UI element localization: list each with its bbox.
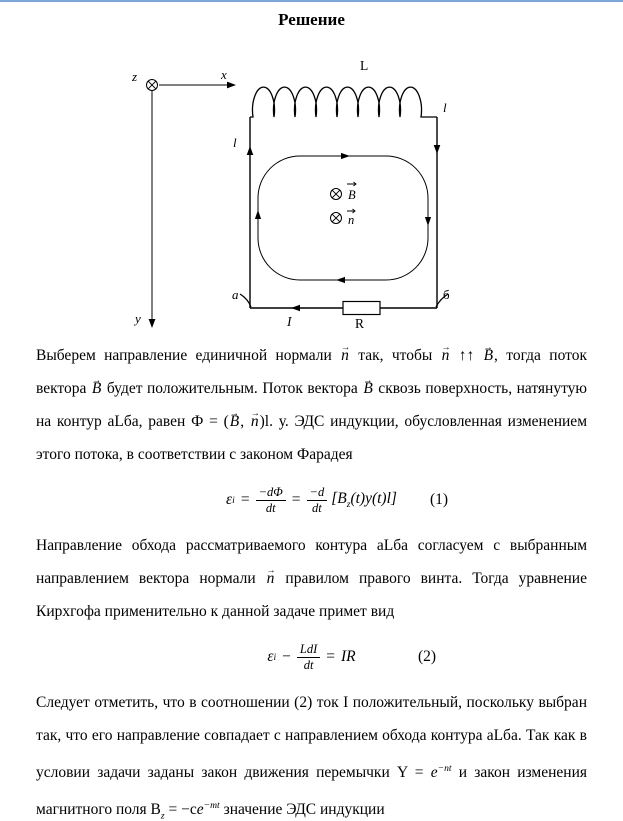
contour-arrow-left	[255, 210, 261, 219]
contour-arrow-bottom	[336, 277, 345, 283]
text-run: значение ЭДС индукции	[219, 801, 385, 819]
x-axis-arrowhead	[227, 82, 236, 89]
euler-e: e	[430, 764, 438, 782]
x-axis-label: x	[221, 67, 227, 82]
contour-arrow-top	[341, 153, 350, 159]
resistor	[343, 302, 380, 315]
coordinate-axes	[147, 80, 237, 329]
vector-b: B →	[483, 339, 494, 372]
denominator: dt	[312, 500, 322, 515]
equation-number-2: (2)	[418, 648, 437, 665]
denominator: dt	[303, 657, 314, 672]
equation-number-1: (1)	[430, 491, 449, 508]
vector-n: n →	[266, 562, 276, 595]
contour-arrow-right	[425, 217, 431, 226]
right-rail-label: l	[443, 100, 447, 115]
equals-sign: =	[326, 648, 335, 665]
vector-n: n →	[340, 339, 350, 372]
z-axis-into-page-icon	[147, 80, 158, 91]
inductor-label: L	[360, 58, 369, 73]
equals-sign: =	[240, 491, 250, 508]
text-run: сквозь поверхность, натянутую на контур аLба, равен Ф = (	[36, 380, 587, 430]
b-vector-arrow	[347, 182, 356, 186]
text-run: [B	[331, 489, 347, 507]
contour-path	[258, 156, 428, 280]
paragraph-3	[36, 686, 587, 821]
epsilon-subscript: i	[232, 494, 235, 506]
right-rail-current-arrow	[434, 145, 441, 154]
equals-sign: =	[291, 491, 301, 508]
inductor-coil	[250, 87, 437, 117]
flux-expression	[331, 490, 397, 510]
left-rail-current-arrow	[247, 146, 254, 155]
text-run: Выберем направление единичной нормали	[36, 347, 341, 364]
left-rail-label: l	[233, 135, 237, 150]
vector-n: n →	[250, 405, 260, 438]
field-vector-label: B	[348, 188, 356, 202]
vector-b: B →	[362, 372, 373, 405]
ir-term: IR	[341, 648, 356, 665]
field-subscript: z	[160, 810, 165, 821]
page-title: Решение	[278, 10, 345, 29]
bottom-current-arrow	[291, 305, 300, 312]
vector-b: B →	[91, 372, 102, 405]
paragraph-1	[36, 339, 587, 471]
y-axis-arrowhead	[149, 319, 156, 328]
fraction-dphi-dt	[256, 485, 286, 516]
parallel-arrows: ↑↑	[450, 347, 483, 364]
text-run: так, чтобы	[349, 347, 441, 364]
formula-kirchhoff	[0, 636, 623, 678]
paragraph-2	[36, 529, 587, 628]
exponent: −nt	[437, 763, 452, 774]
text-run: будет положительным. Поток вектора	[102, 380, 363, 397]
figure-container	[0, 48, 623, 331]
epsilon-subscript: i	[273, 651, 277, 663]
vector-b: B →	[229, 405, 240, 438]
integration-contour	[255, 153, 431, 283]
terminal-b-label: б	[443, 287, 450, 302]
text-run: )l. у. ЭДС индукции, обусловленная изменением этого потока, в соответствии с законом Фарадея	[36, 413, 588, 463]
numerator: −d	[307, 485, 328, 501]
resistor-label: R	[355, 316, 365, 331]
epsilon-symbol: ε	[267, 648, 274, 665]
text-run: и закон изменения магнитного поля B	[36, 764, 588, 819]
text-run: (t)y(t)l]	[350, 489, 397, 507]
z-axis-label: z	[132, 69, 138, 84]
field-subscript: z	[346, 499, 351, 511]
epsilon-symbol: ε	[226, 491, 233, 508]
text-run: правилом правого винта. Тогда уравнение Кирхгофа применительно к данной задаче примет вид	[36, 570, 587, 620]
exponent: −mt	[203, 800, 220, 812]
formula-induction-emf	[0, 479, 623, 521]
text-run: Направление обхода рассматриваемого контура аLба согласуем с выбранным направлением вектора нормали	[36, 537, 587, 587]
numerator: −dΦ	[256, 485, 286, 501]
text-run: ,	[240, 413, 250, 430]
current-label: I	[287, 314, 292, 329]
normal-vector-label: n	[348, 213, 355, 227]
vector-n: n →	[441, 339, 451, 372]
fraction-ldi-dt	[297, 642, 320, 673]
circuit-diagram	[0, 48, 623, 331]
numerator: LdI	[297, 642, 320, 658]
y-axis-label: y	[135, 311, 141, 326]
fraction-d-dt	[307, 485, 328, 516]
text-run: , тогда поток вектора	[36, 347, 587, 397]
text-run: = −c	[164, 801, 197, 819]
text-run: Следует отметить, что в соотношении (2) ток I положительный, поскольку выбран так, что его направление совпадает с направлением обхода контура аLба. Так как в условии задачи заданы закон движения перемычки Y =	[36, 694, 587, 782]
minus-sign: −	[282, 648, 291, 665]
denominator: dt	[265, 500, 276, 515]
euler-e: e	[196, 801, 204, 819]
terminal-a-label: a	[232, 287, 239, 302]
